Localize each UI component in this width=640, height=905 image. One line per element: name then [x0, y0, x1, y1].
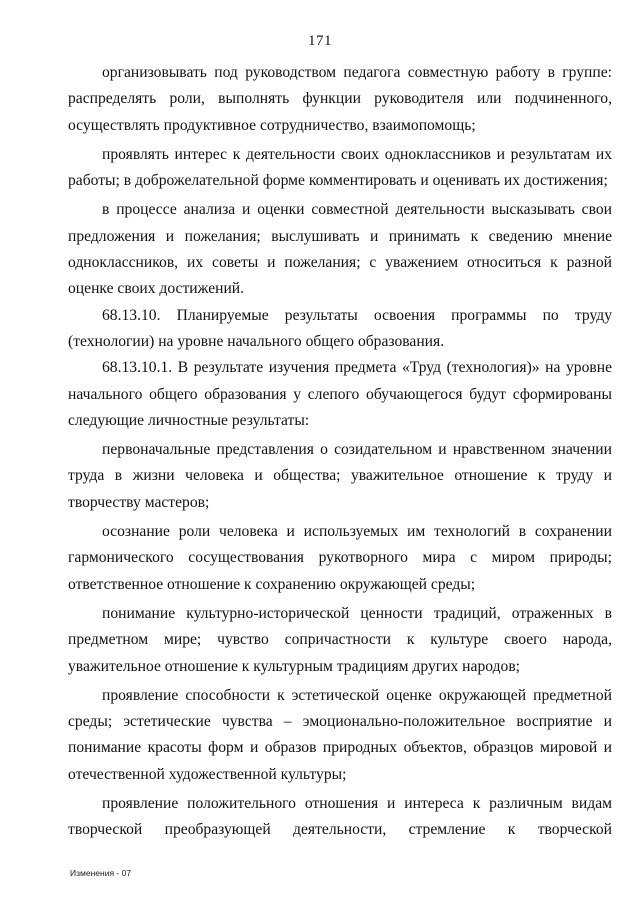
paragraph-traditions: понимание культурно-исторической ценности традиций, отраженных в предметном мире; чувство сопричастности к культуре своего народа, уважительное отношение к культурным традициям других народов;	[68, 604, 612, 675]
paragraph-group-work: организовывать под руководством педагога совместную работу в группе: распределять роли, выполнять функции руководителя или подчиненного, осуществлять продуктивное сотрудничество, взаимопомощь;	[68, 64, 612, 134]
paragraph-human-role: осознание роли человека и используемых им технологий в сохранении гармонического сосуществования рукотворного мира с миром природы; ответственное отношение к сохранению окружающей среды;	[68, 523, 612, 593]
footer-note: Изменения - 07	[70, 868, 132, 878]
section-heading-68-13-10-1: 68.13.10.1. В результате изучения предмета «Труд (технология)» на уровне начального общего образования у слепого обучающегося будут сформированы следующие личностные результаты:	[68, 359, 612, 429]
paragraph-creative-activity: проявление положительного отношения и интереса к различным видам творческой преобразующей деятельности, стремление к творческой	[68, 795, 612, 839]
paragraph-classmates-interest: проявлять интерес к деятельности своих одноклассников и результатам их работы; в доброжелательной форме комментировать и оценивать их достижения;	[68, 145, 612, 190]
section-heading-68-13-10: 68.13.10. Планируемые результаты освоения программы по труду (технологии) на уровне начального общего образования.	[68, 306, 612, 350]
page-number: 171	[308, 33, 332, 49]
paragraph-labor-value: первоначальные представления о созидательном и нравственном значении труда в жизни человека и общества; уважительное отношение к труду и творчеству мастеров;	[68, 441, 612, 511]
document-body	[68, 60, 612, 844]
paragraph-joint-activity: в процессе анализа и оценки совместной деятельности высказывать свои предложения и пожелания; выслушивать и принимать к сведению мнение одноклассников, их советы и пожелания; с уважением относиться к разной оценке своих достижений.	[68, 201, 612, 298]
paragraph-aesthetics: проявление способности к эстетической оценке окружающей предметной среды; эстетические чувства – эмоционально-положительное восприятие и понимание красоты форм и образов природных объектов, образцов мировой и отечественной художественной культуры;	[68, 686, 612, 783]
